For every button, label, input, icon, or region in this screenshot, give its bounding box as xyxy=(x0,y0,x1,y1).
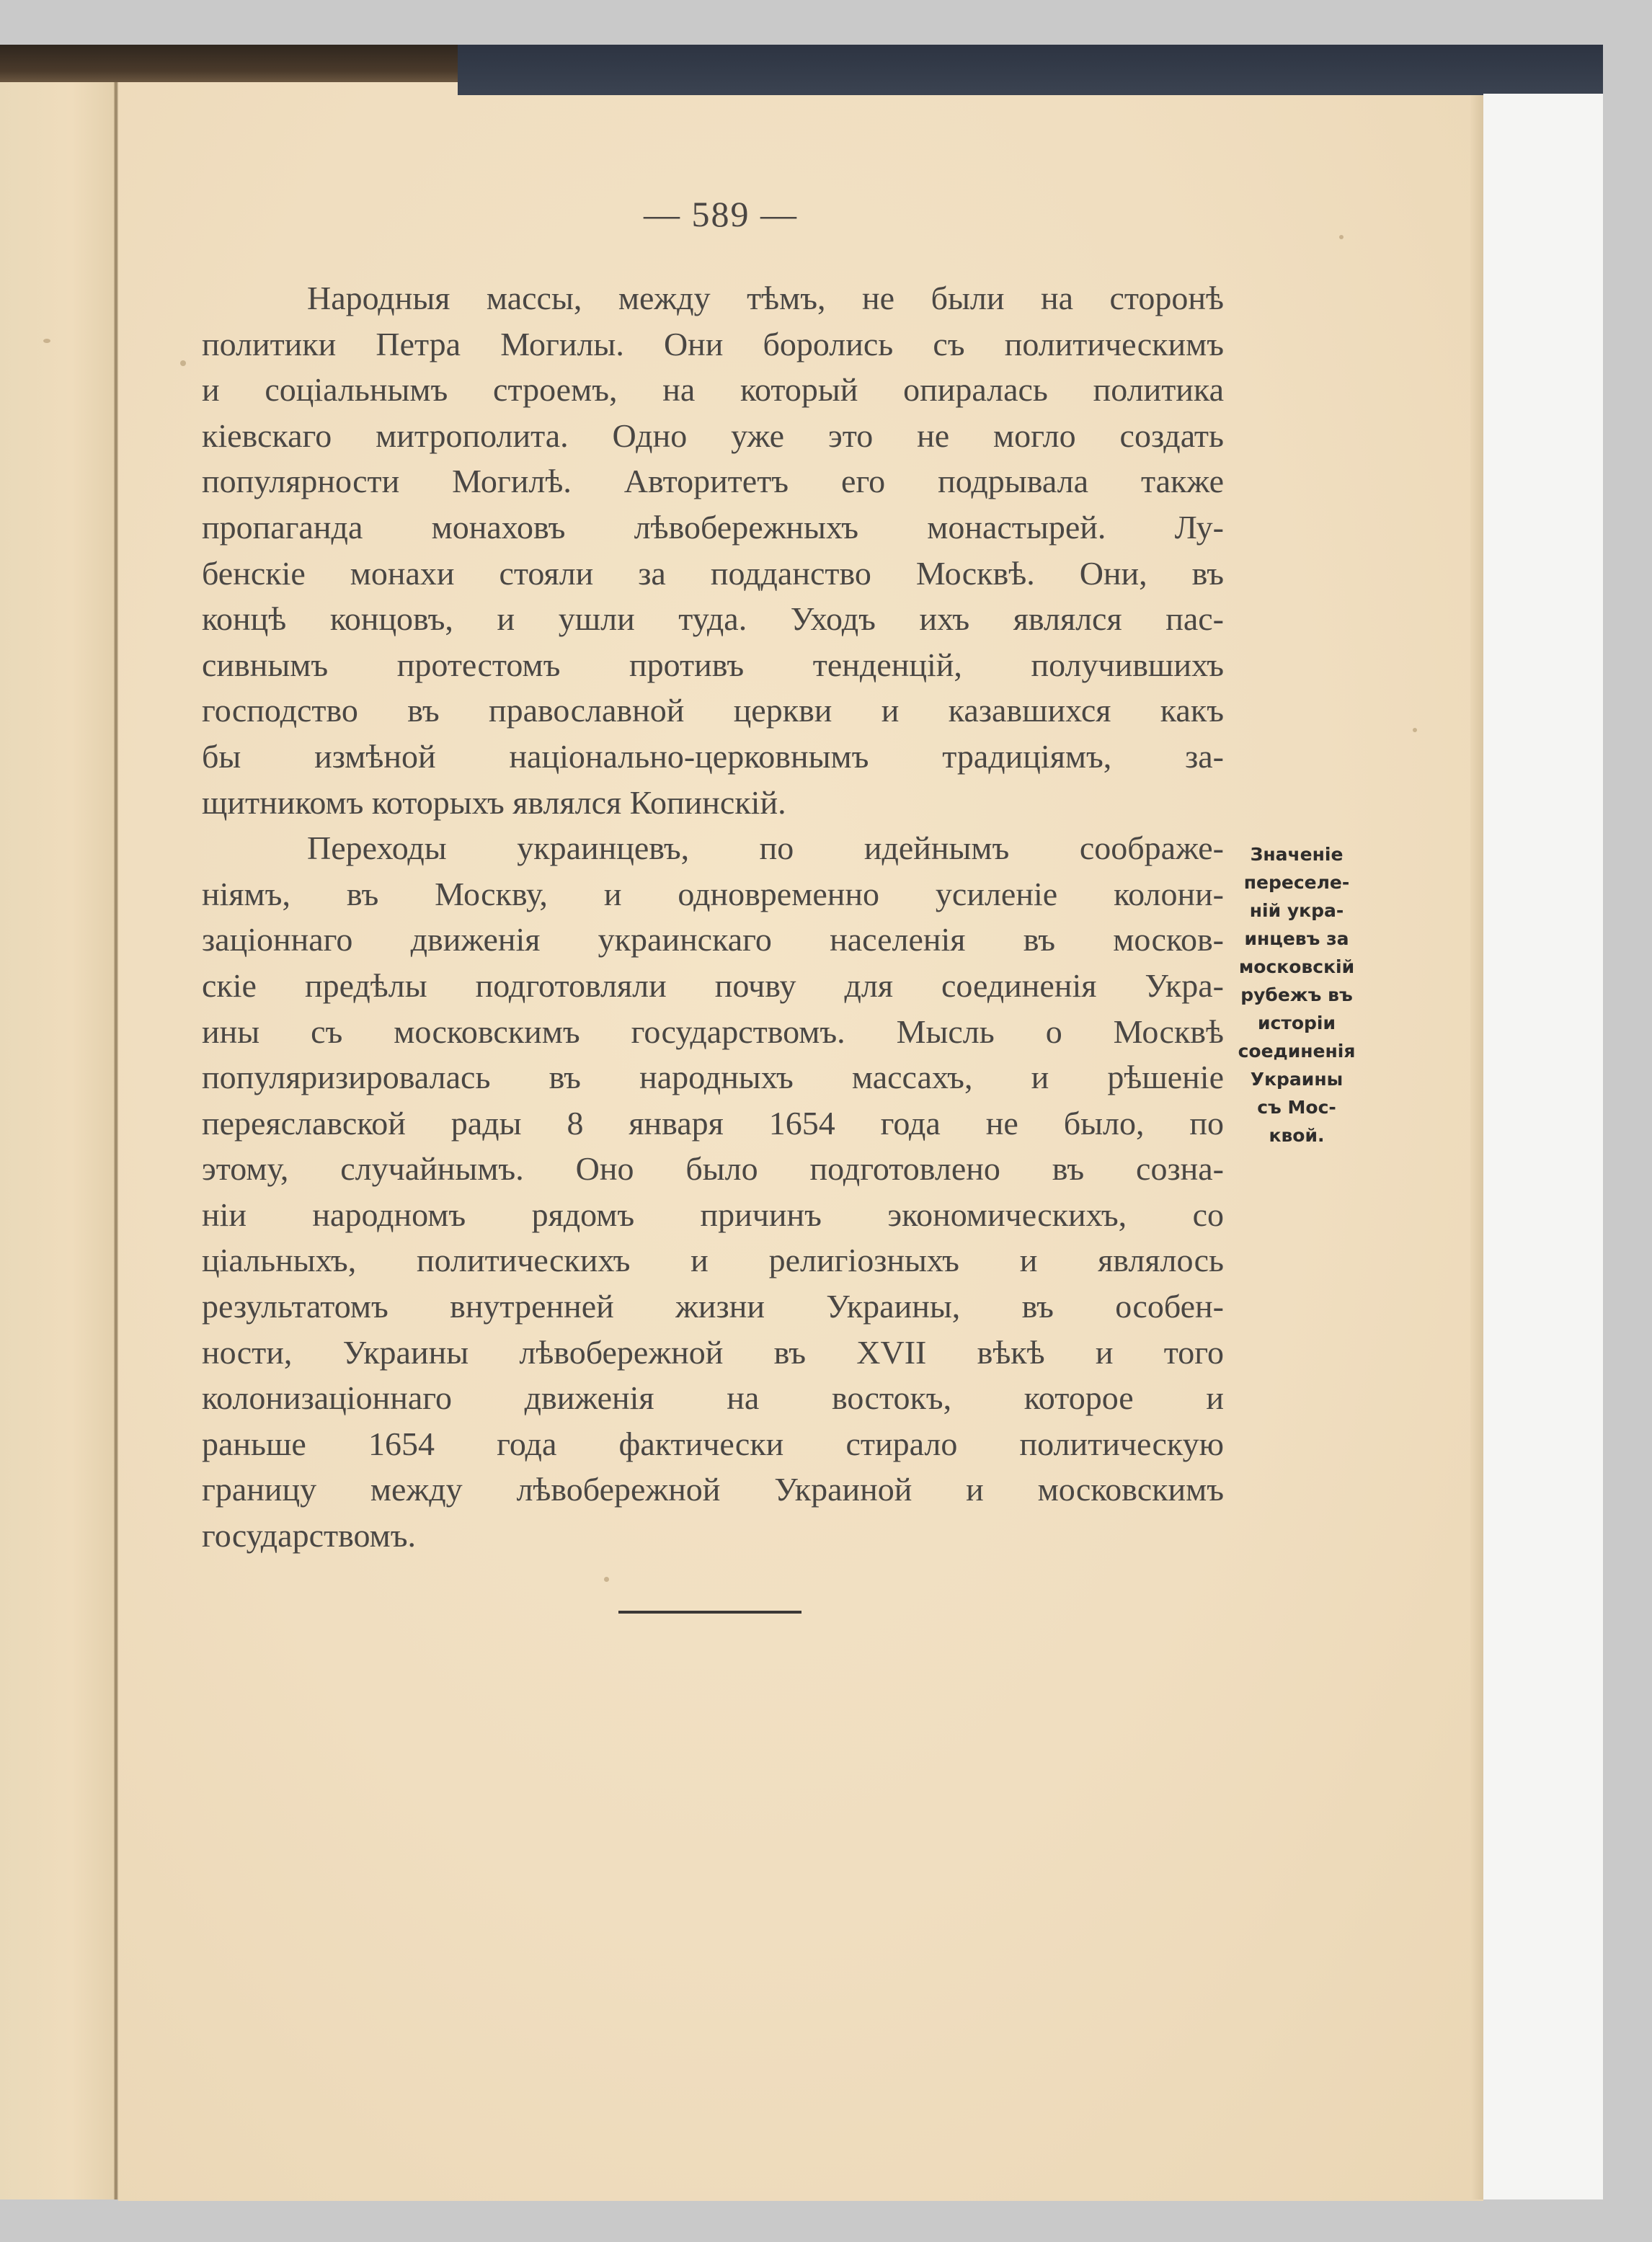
marginal-note-line: Значеніе xyxy=(1250,844,1344,865)
text-line: сивнымъ протестомъ противъ тенденцій, получившихъ xyxy=(202,646,1224,683)
marginal-note-line: московскій xyxy=(1238,956,1355,977)
marginal-note xyxy=(1230,840,1364,1149)
text-line: этому, случайнымъ. Оно было подготовлено въ созна- xyxy=(202,1150,1224,1188)
end-rule-divider xyxy=(618,1611,801,1614)
marginal-note-line: съ Мос- xyxy=(1257,1097,1336,1118)
marginal-note-line: рубежъ въ xyxy=(1240,984,1353,1005)
text-line: колонизаціоннаго движенія на востокъ, которое и xyxy=(202,1379,1224,1417)
text-line: переяславской рады 8 января 1654 года не было, по xyxy=(202,1104,1224,1142)
text-line: раньше 1654 года фактически стирало политическую xyxy=(202,1425,1224,1462)
paper-speck xyxy=(1339,235,1344,239)
marginal-note-line: квой. xyxy=(1269,1125,1325,1146)
scan-top-border-right xyxy=(458,45,1603,95)
marginal-note-line: исторіи xyxy=(1258,1013,1336,1033)
text-line: ины съ московскимъ государствомъ. Мысль о Москвѣ xyxy=(202,1013,1224,1050)
text-line: и соціальнымъ строемъ, на который опиралась политика xyxy=(202,371,1224,409)
marginal-note-line: переселе- xyxy=(1243,872,1350,893)
text-line: ніямъ, въ Москву, и одновременно усиленіе колони- xyxy=(202,875,1224,912)
marginal-note-line: соединенія xyxy=(1238,1041,1356,1062)
text-line: кіевскаго митрополита. Одно уже это не могло создать xyxy=(202,417,1224,454)
scan-top-border-left xyxy=(0,45,458,82)
text-line: бенскіе монахи стояли за подданство Москвѣ. Они, въ xyxy=(202,554,1224,592)
text-line: господство въ православной церкви и казавшихся какъ xyxy=(202,692,1224,729)
text-line: государствомъ. xyxy=(202,1517,417,1554)
marginal-note-line: ній укра- xyxy=(1249,900,1344,921)
paper-speck xyxy=(604,1577,609,1582)
text-line: концѣ концовъ, и ушли туда. Уходъ ихъ являлся пас- xyxy=(202,600,1224,638)
text-line: популяризировалась въ народныхъ массахъ, и рѣшеніе xyxy=(202,1059,1224,1096)
scan-right-border xyxy=(1483,94,1603,2199)
text-line: Народныя массы, между тѣмъ, не были на сторонѣ xyxy=(307,280,1224,316)
text-line: политики Петра Могилы. Они боролись съ политическимъ xyxy=(202,325,1224,362)
page-right-edge xyxy=(1470,61,1483,2199)
text-line: результатомъ внутренней жизни Украины, въ особен- xyxy=(202,1288,1224,1325)
text-line: скіе предѣлы подготовляли почву для соединенія Укра- xyxy=(202,966,1224,1004)
body-text xyxy=(202,275,1224,1559)
text-line: бы измѣной національно-церковнымъ традиціямъ, за- xyxy=(202,737,1224,775)
text-line: ніи народномъ рядомъ причинъ экономическихъ, со xyxy=(202,1196,1224,1233)
text-line: Переходы украинцевъ, по идейнымъ соображе- xyxy=(307,829,1224,867)
marginal-note-line: Украины xyxy=(1250,1069,1344,1090)
text-line: границу между лѣвобережной Украиной и московскимъ xyxy=(202,1471,1224,1508)
paper-speck xyxy=(1413,728,1417,732)
paper-speck xyxy=(43,339,50,343)
text-line: щитникомъ которыхъ являлся Копинскій. xyxy=(202,783,786,821)
text-line: пропаганда монаховъ лѣвобережныхъ монастырей. Лу- xyxy=(202,508,1224,546)
marginal-note-line: инцевъ за xyxy=(1244,928,1349,949)
page-number: — 589 — xyxy=(644,194,798,234)
text-line: заціоннаго движенія украинскаго населенія въ москов- xyxy=(202,921,1224,958)
text-line: ціальныхъ, политическихъ и религіозныхъ и являлось xyxy=(202,1242,1224,1279)
facing-page-edge xyxy=(0,81,119,2199)
text-line: ности, Украины лѣвобережной въ XVII вѣкѣ и того xyxy=(202,1333,1224,1371)
text-line: популярности Могилѣ. Авторитетъ его подрывала также xyxy=(202,463,1224,500)
paper-speck xyxy=(180,360,186,366)
